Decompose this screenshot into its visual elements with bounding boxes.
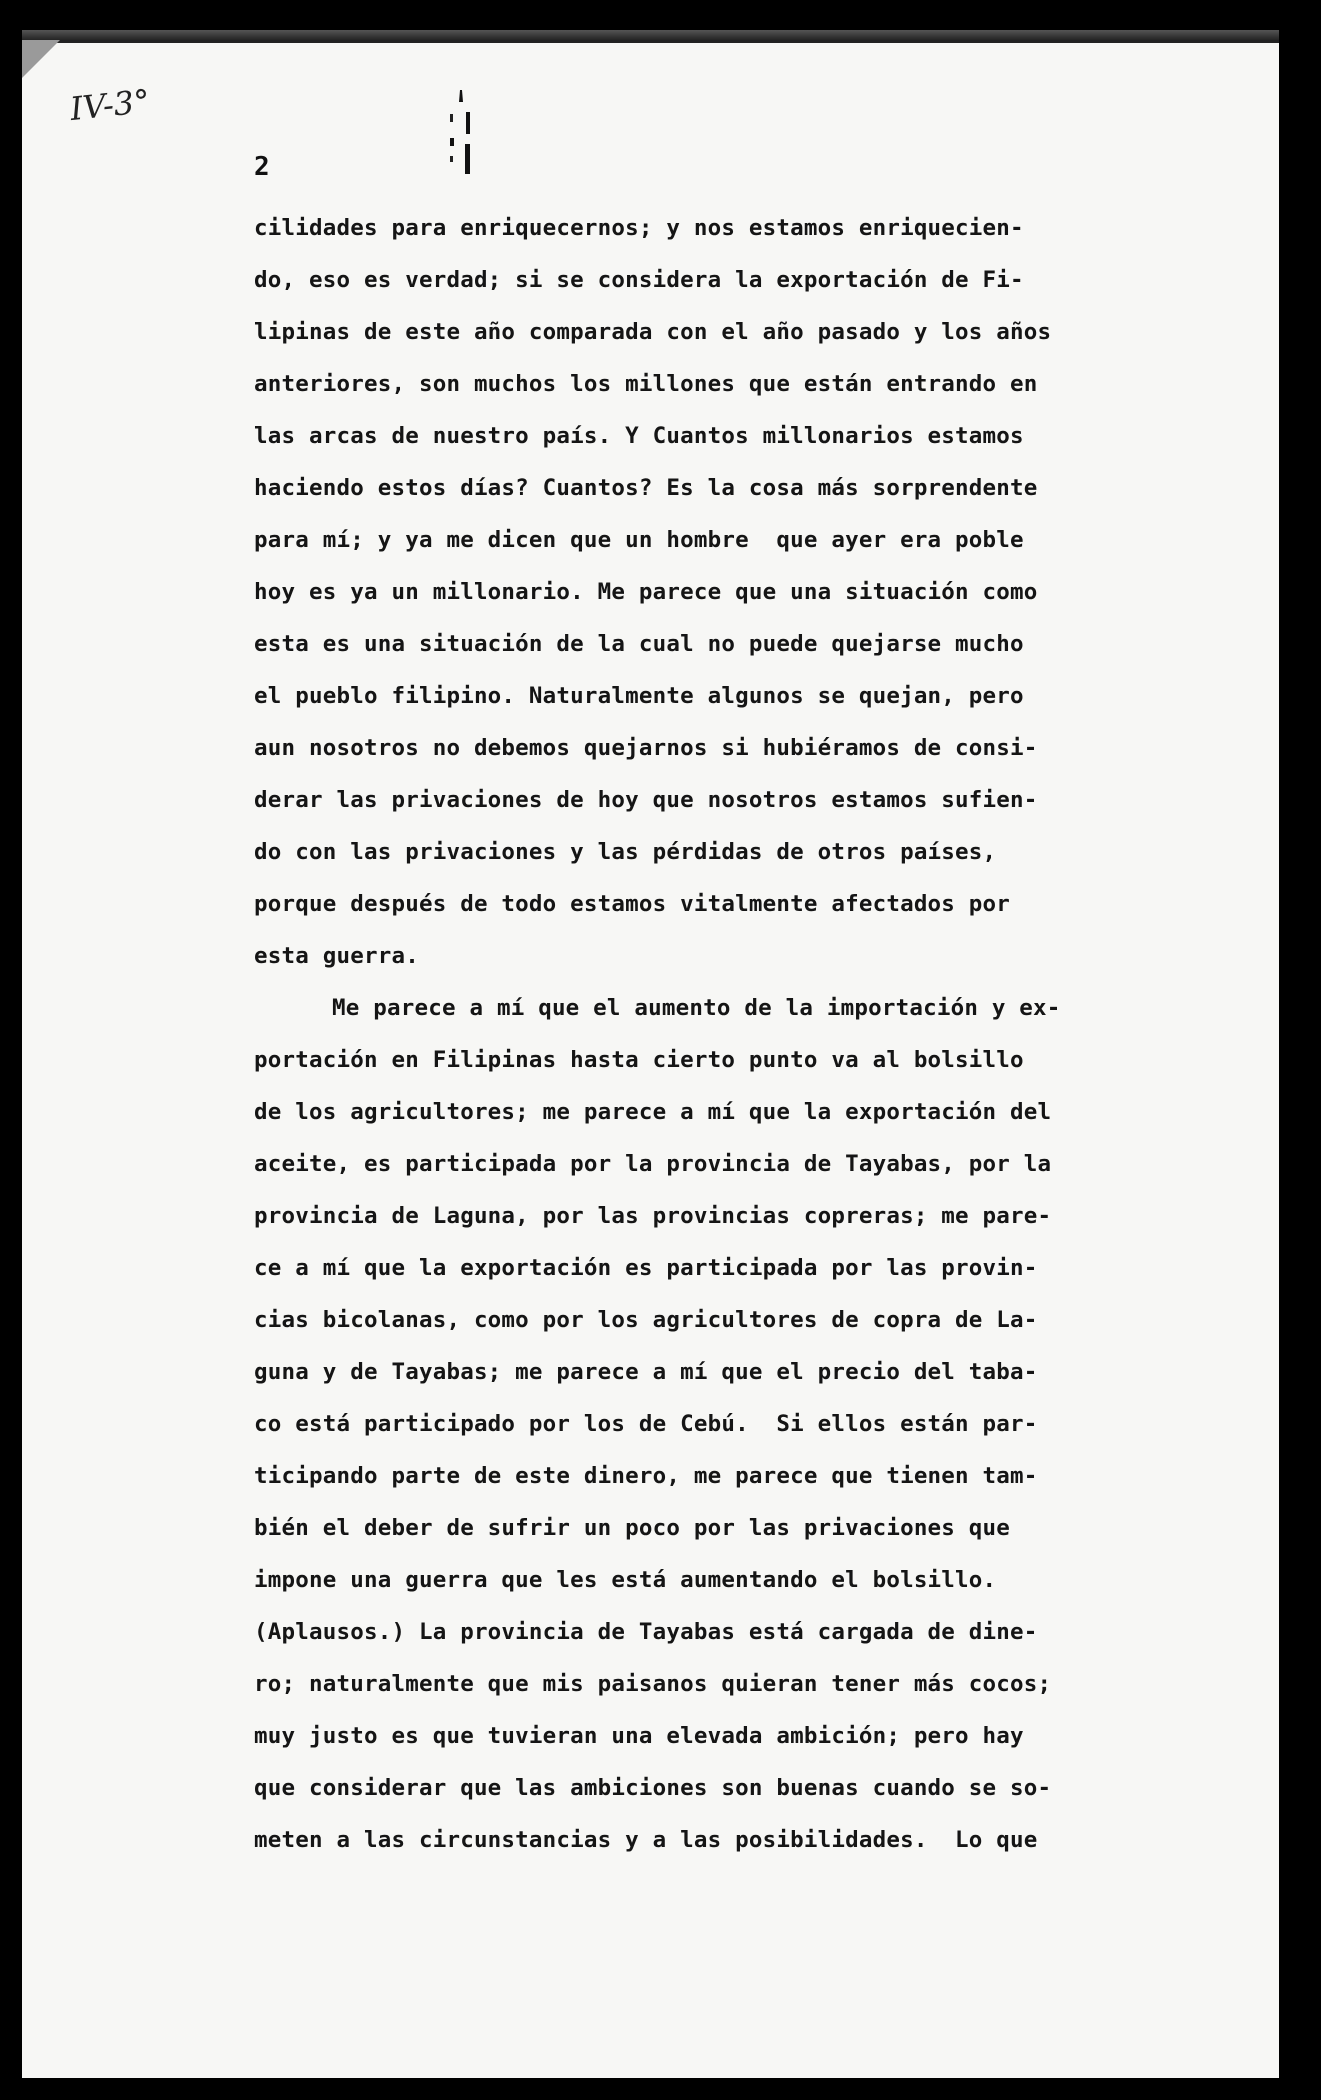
text-line: cias bicolanas, como por los agricultores de copra de La- xyxy=(254,1307,1038,1333)
text-line: bién el deber de sufrir un poco por las privaciones que xyxy=(254,1515,1011,1541)
text-line: ce a mí que la exportación es participada por las provin- xyxy=(254,1255,1038,1281)
text-line: guna y de Tayabas; me parece a mí que el precio del taba- xyxy=(254,1359,1038,1385)
text-line: (Aplausos.) La provincia de Tayabas está cargada de dine- xyxy=(254,1619,1038,1645)
text-line: esta es una situación de la cual no puede quejarse mucho xyxy=(254,631,1024,657)
text-line: ro; naturalmente que mis paisanos quieran tener más cocos; xyxy=(254,1671,1052,1697)
text-line: do con las privaciones y las pérdidas de otros países, xyxy=(254,839,997,865)
text-line: do, eso es verdad; si se considera la exportación de Fi- xyxy=(254,267,1024,293)
page-number: 2 xyxy=(254,152,270,182)
text-line: anteriores, son muchos los millones que están entrando en xyxy=(254,371,1038,397)
text-line: porque después de todo estamos vitalmente afectados por xyxy=(254,891,1011,917)
text-line: hoy es ya un millonario. Me parece que una situación como xyxy=(254,579,1038,605)
text-line: provincia de Laguna, por las provincias copreras; me pare- xyxy=(254,1203,1052,1229)
body-text xyxy=(254,202,1159,1866)
text-line: aceite, es participada por la provincia de Tayabas, por la xyxy=(254,1151,1052,1177)
text-line: de los agricultores; me parece a mí que la exportación del xyxy=(254,1099,1052,1125)
text-line: el pueblo filipino. Naturalmente algunos se quejan, pero xyxy=(254,683,1024,709)
text-line: que considerar que las ambiciones son buenas cuando se so- xyxy=(254,1775,1052,1801)
text-line: lipinas de este año comparada con el año pasado y los años xyxy=(254,319,1052,345)
folded-corner xyxy=(22,40,60,78)
text-line: meten a las circunstancias y a las posibilidades. Lo que xyxy=(254,1827,1038,1853)
handwritten-annotation: IV-3° xyxy=(68,81,152,129)
paragraph-start-line: Me parece a mí que el aumento de la importación y ex- xyxy=(332,995,1061,1021)
text-line: haciendo estos días? Cuantos? Es la cosa más sorprendente xyxy=(254,475,1038,501)
binding-hole-marks xyxy=(446,88,476,198)
text-line: co está participado por los de Cebú. Si ellos están par- xyxy=(254,1411,1038,1437)
text-line: para mí; y ya me dicen que un hombre que ayer era poble xyxy=(254,527,1024,553)
text-line: ticipando parte de este dinero, me parece que tienen tam- xyxy=(254,1463,1038,1489)
text-line: las arcas de nuestro país. Y Cuantos millonarios estamos xyxy=(254,423,1024,449)
text-line: muy justo es que tuvieran una elevada ambición; pero hay xyxy=(254,1723,1024,1749)
text-line: cilidades para enriquecernos; y nos estamos enriquecien- xyxy=(254,215,1024,241)
text-line: esta guerra. xyxy=(254,943,419,969)
text-line: portación en Filipinas hasta cierto punto va al bolsillo xyxy=(254,1047,1024,1073)
text-line: aun nosotros no debemos quejarnos si hubiéramos de consi- xyxy=(254,735,1038,761)
text-line: impone una guerra que les está aumentando el bolsillo. xyxy=(254,1567,997,1593)
text-line: derar las privaciones de hoy que nosotros estamos sufien- xyxy=(254,787,1038,813)
